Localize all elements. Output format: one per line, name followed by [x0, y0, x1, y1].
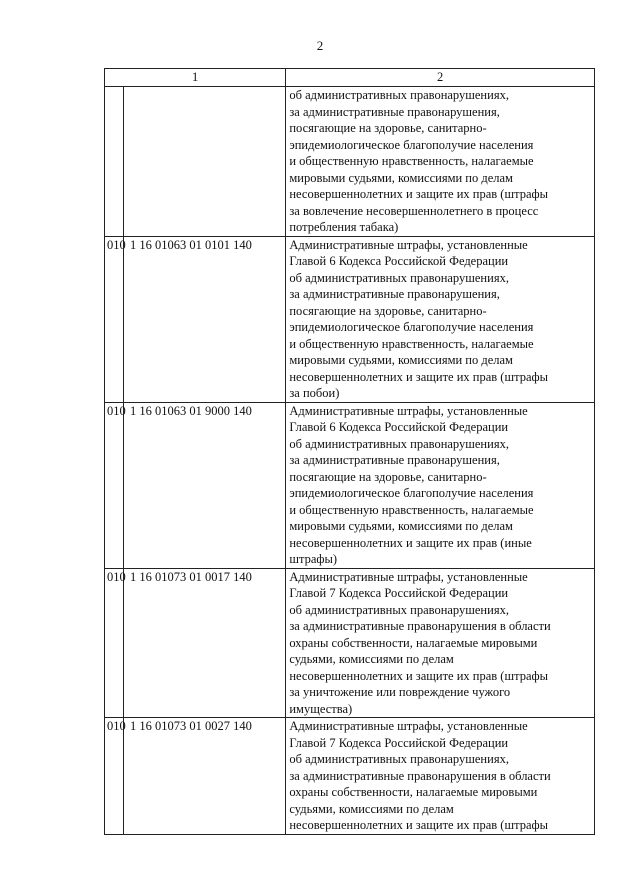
description-line: судьями, комиссиями по делам — [289, 801, 454, 816]
description-line: об административных правонарушениях, — [289, 602, 509, 617]
description-line: за административные правонарушения, — [289, 104, 500, 119]
description-line: Главой 7 Кодекса Российской Федерации — [289, 586, 509, 600]
table-header-row — [105, 69, 595, 87]
budget-codes-table — [104, 68, 595, 835]
description-line: за административные правонарушения, — [289, 287, 500, 301]
header-col-1: 1 — [105, 69, 286, 87]
admin-code-cell: 010 — [105, 236, 124, 402]
description-line: и общественную нравственность, налагаемые — [289, 502, 534, 517]
description-line: охраны собственности, налагаемые мировыми — [289, 635, 538, 650]
description-cell — [286, 718, 595, 835]
description-line: Главой 6 Кодекса Российской Федерации — [289, 254, 509, 268]
description-line: Главой 7 Кодекса Российской Федерации — [289, 735, 509, 750]
table-row — [105, 568, 595, 718]
description-line: несовершеннолетних и защите их прав (иные — [289, 535, 532, 550]
budget-code-cell: 1 16 01073 01 0027 140 — [124, 718, 286, 835]
description-line: за побои) — [289, 386, 340, 400]
description-line: посягающие на здоровье, санитарно- — [289, 121, 487, 135]
description-cell — [286, 87, 595, 237]
description-line: эпидемиологическое благополучие населения — [289, 486, 534, 500]
description-line: об административных правонарушениях, — [289, 436, 509, 451]
description-line: штрафы) — [289, 552, 338, 566]
description-line: посягающие на здоровье, санитарно- — [289, 303, 487, 318]
description-line: за административные правонарушения в области — [289, 768, 551, 783]
description-cell — [286, 568, 595, 718]
description-line: об административных правонарушениях, — [289, 752, 509, 766]
budget-code-cell: 1 16 01063 01 0101 140 — [124, 236, 286, 402]
page-number: 2 — [316, 38, 324, 53]
description-line: несовершеннолетних и защите их прав (штрафы — [289, 187, 549, 201]
description-line: посягающие на здоровье, санитарно- — [289, 469, 487, 484]
admin-code-cell: 010 — [105, 402, 124, 568]
description-line: имущества) — [289, 701, 353, 716]
description-line: Административные штрафы, установленные — [289, 569, 528, 584]
description-line: несовершеннолетних и защите их прав (штрафы — [289, 818, 549, 832]
table-row — [105, 718, 595, 835]
description-line: и общественную нравственность, налагаемые — [289, 154, 534, 168]
description-line: об административных правонарушениях, — [289, 270, 509, 285]
table-row — [105, 402, 595, 568]
table-body — [105, 69, 595, 835]
description-line: за уничтожение или повреждение чужого — [289, 685, 511, 699]
description-line: мировыми судьями, комиссиями по делам — [289, 353, 513, 367]
description-line: об административных правонарушениях, — [289, 88, 509, 102]
description-line: и общественную нравственность, налагаемые — [289, 336, 534, 351]
description-line: эпидемиологическое благополучие населения — [289, 320, 534, 334]
description-line: Главой 6 Кодекса Российской Федерации — [289, 420, 509, 434]
description-line: Административные штрафы, установленные — [289, 237, 528, 252]
description-line: несовершеннолетних и защите их прав (штрафы — [289, 369, 549, 384]
description-line: мировыми судьями, комиссиями по делам — [289, 519, 513, 533]
description-line: за административные правонарушения, — [289, 453, 500, 467]
description-line: эпидемиологическое благополучие населения — [289, 137, 534, 152]
table-row-continuation — [105, 87, 595, 237]
description-line: судьями, комиссиями по делам — [289, 652, 454, 666]
admin-code-cell: 010 — [105, 568, 124, 718]
description-line: потребления табака) — [289, 220, 399, 234]
table-row — [105, 236, 595, 402]
description-line: Административные штрафы, установленные — [289, 403, 528, 418]
description-line: несовершеннолетних и защите их прав (штрафы — [289, 668, 549, 683]
budget-code-cell: 1 16 01063 01 9000 140 — [124, 402, 286, 568]
code-cell — [124, 87, 286, 237]
description-line: мировыми судьями, комиссиями по делам — [289, 170, 513, 185]
header-col-2: 2 — [286, 69, 595, 87]
admin-cell — [105, 87, 124, 237]
budget-code-cell: 1 16 01073 01 0017 140 — [124, 568, 286, 718]
admin-code-cell: 010 — [105, 718, 124, 835]
description-cell — [286, 402, 595, 568]
description-line: Административные штрафы, установленные — [289, 719, 528, 733]
description-cell — [286, 236, 595, 402]
description-line: за вовлечение несовершеннолетнего в процесс — [289, 203, 539, 218]
description-line: охраны собственности, налагаемые мировыми — [289, 785, 538, 799]
description-line: за административные правонарушения в области — [289, 619, 551, 633]
